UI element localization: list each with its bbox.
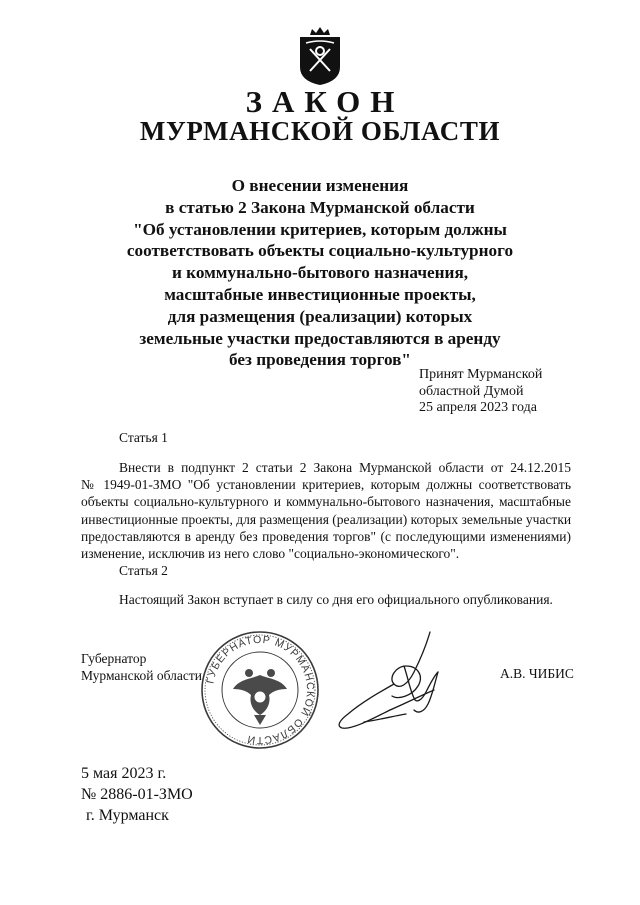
law-title: ЗАКОН bbox=[245, 84, 405, 119]
article-1-line: предоставляются в аренду без проведения торгов" (с последующими изменениями) bbox=[81, 528, 571, 544]
coat-of-arms-icon bbox=[296, 27, 344, 85]
adoption-line: Принят Мурманской bbox=[419, 367, 543, 382]
subject-line: "Об установлении критериев, которым должны bbox=[133, 219, 507, 239]
governor-title bbox=[81, 651, 202, 684]
svg-text:ГУБЕРНАТОР МУРМАНСКОЙ ОБЛАСТИ: ГУБЕРНАТОР МУРМАНСКОЙ ОБЛАСТИ bbox=[204, 633, 317, 747]
article-1-line: № 1949-01-ЗМО "Об установлении критериев, которым должны соответствовать bbox=[81, 477, 571, 493]
law-date: 5 мая 2023 г. bbox=[81, 765, 167, 782]
article-1-line: Внести в подпункт 2 статьи 2 Закона Мурманской области от 24.12.2015 bbox=[119, 460, 571, 475]
subject-line: в статью 2 Закона Мурманской области bbox=[165, 197, 475, 217]
article-1-line: изменение, исключив из него слово "социально-экономического". bbox=[81, 546, 460, 562]
subject-line: О внесении изменения bbox=[231, 176, 409, 195]
governor-name: А.В. ЧИБИС bbox=[500, 666, 574, 681]
official-seal bbox=[199, 629, 321, 751]
article-1-line: объекты социально-культурного и коммунально-бытового назначения, масштабные bbox=[81, 494, 571, 510]
governor-signature bbox=[334, 626, 464, 736]
subject-line: и коммунально-бытового назначения, bbox=[171, 263, 469, 283]
law-subject bbox=[100, 175, 540, 371]
article-2-title: Статья 2 bbox=[119, 563, 168, 578]
subject-line: земельные участки предоставляются в аренду bbox=[139, 328, 501, 348]
governor-title-line: Губернатор bbox=[81, 651, 147, 666]
article-1-body bbox=[81, 459, 571, 562]
subject-line: без проведения торгов" bbox=[229, 350, 411, 370]
article-1-title: Статья 1 bbox=[119, 430, 168, 445]
article-2-body: Настоящий Закон вступает в силу со дня его официального опубликования. bbox=[119, 592, 553, 607]
adoption-date: 25 апреля 2023 года bbox=[419, 400, 537, 415]
subject-line: для размещения (реализации) которых bbox=[167, 306, 473, 326]
law-meta bbox=[81, 763, 193, 826]
subject-line: масштабные инвестиционные проекты, bbox=[164, 284, 476, 304]
subject-line: соответствовать объекты социально-культурного bbox=[126, 241, 514, 261]
law-city: г. Мурманск bbox=[86, 807, 169, 824]
adoption-block bbox=[419, 367, 542, 417]
article-1-line: инвестиционные проекты, для размещения (реализации) которых земельные участки bbox=[81, 511, 572, 527]
law-number: № 2886-01-ЗМО bbox=[81, 786, 193, 803]
law-region: МУРМАНСКОЙ ОБЛАСТИ bbox=[139, 116, 501, 146]
governor-title-line: Мурманской области bbox=[81, 667, 202, 683]
adoption-line: областной Думой bbox=[419, 383, 524, 399]
